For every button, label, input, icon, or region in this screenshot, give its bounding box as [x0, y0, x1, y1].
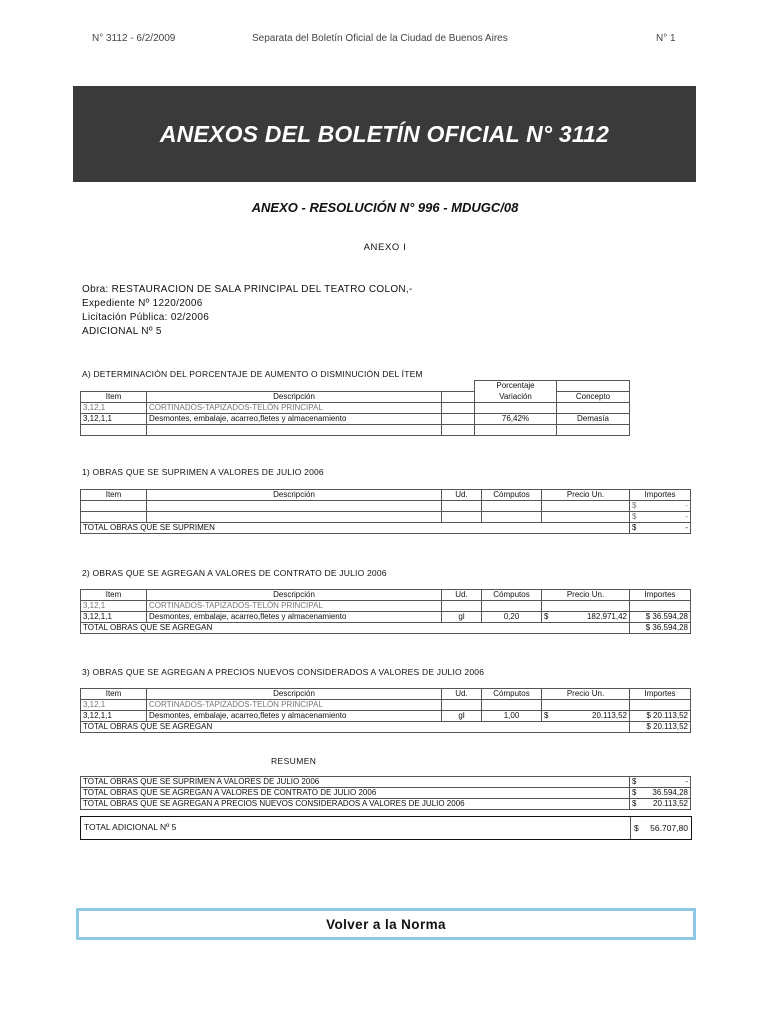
currency-symbol: $ — [632, 523, 637, 532]
currency-symbol: $ — [632, 788, 637, 797]
header-computos: Cómputos — [482, 590, 542, 601]
total-row — [81, 722, 691, 733]
item-code: 3,12,1,1 — [81, 612, 147, 623]
table-row — [81, 711, 691, 722]
item-code: 3,12,1,1 — [81, 711, 147, 722]
total-label: TOTAL OBRAS QUE SE SUPRIMEN — [81, 523, 630, 534]
unit-price-value: 182.971,42 — [586, 612, 627, 621]
header-unidad: Ud. — [442, 689, 482, 700]
total-adicional-label: TOTAL ADICIONAL Nº 5 — [84, 822, 177, 832]
item-description: Desmontes, embalaje, acarreo,fletes y almacenamiento — [147, 414, 442, 425]
table-row — [81, 612, 691, 623]
item-description: Desmontes, embalaje, acarreo,fletes y almacenamiento — [147, 711, 442, 722]
header-precio: Precio Un. — [542, 590, 630, 601]
header-porcentaje: Porcentaje — [475, 381, 557, 392]
total-row — [81, 523, 691, 534]
header-item: Item — [81, 590, 147, 601]
currency-symbol: $ — [544, 711, 549, 720]
banner-title: ANEXOS DEL BOLETÍN OFICIAL N° 3112 — [159, 120, 610, 147]
currency-symbol: $ — [544, 612, 549, 621]
header-precio: Precio Un. — [542, 490, 630, 501]
currency-symbol: $ — [632, 799, 637, 808]
header-descripcion: Descripción — [147, 689, 442, 700]
item-code: 3,12,1 — [81, 700, 147, 711]
currency-symbol: $ — [634, 823, 639, 833]
back-to-norma-button[interactable] — [76, 908, 696, 940]
header-computos: Cómputos — [482, 490, 542, 501]
title-banner — [73, 86, 696, 182]
header-concepto: Concepto — [557, 392, 630, 403]
amount-value: $ 20.113,52 — [630, 711, 691, 722]
header-importes: Importes — [630, 689, 691, 700]
header-descripcion: Descripción — [147, 590, 442, 601]
header-unidad: Ud. — [442, 590, 482, 601]
total-label: TOTAL OBRAS QUE SE AGREGAN — [81, 623, 630, 634]
amount-value: - — [685, 512, 688, 521]
summary-label: TOTAL OBRAS QUE SE AGREGAN A PRECIOS NUEVOS CONSIDERADOS A VALORES DE JULIO 2006 — [81, 799, 630, 810]
anexo-label: ANEXO I — [363, 242, 407, 253]
unit-value: gl — [442, 711, 482, 722]
header-item: Item — [81, 490, 147, 501]
percentage-value: 76,42% — [475, 414, 557, 425]
summary-value: 36.594,28 — [652, 788, 688, 797]
table-row — [81, 512, 691, 523]
header-descripcion: Descripción — [147, 490, 442, 501]
summary-value: 20.113,52 — [653, 799, 688, 808]
computos-value: 0,20 — [482, 612, 542, 623]
licitacion-line: Licitación Pública: 02/2006 — [82, 312, 210, 323]
section-a-table — [80, 380, 630, 436]
resolution-subtitle: ANEXO - RESOLUCIÓN N° 996 - MDUGC/08 — [251, 200, 519, 215]
expediente-line: Expediente Nº 1220/2006 — [82, 298, 203, 309]
header-importes: Importes — [630, 490, 691, 501]
currency-symbol: $ — [632, 512, 637, 521]
header-descripcion: Descripción — [147, 392, 442, 403]
item-code: 3,12,1 — [81, 601, 147, 612]
section-a-title: A) DETERMINACIÓN DEL PORCENTAJE DE AUMENTO O DISMINUCIÓN DEL ÍTEM — [82, 369, 423, 379]
header-unidad: Ud. — [442, 490, 482, 501]
header-publication: Separata del Boletín Oficial de la Ciudad de Buenos Aires — [252, 33, 508, 44]
section-1-title: 1) OBRAS QUE SE SUPRIMEN A VALORES DE JULIO 2006 — [82, 467, 324, 477]
summary-row — [81, 777, 691, 788]
summary-row — [81, 799, 691, 810]
item-description: CORTINADOS-TAPIZADOS-TELÓN PRINCIPAL — [147, 700, 442, 711]
item-description: Desmontes, embalaje, acarreo,fletes y almacenamiento — [147, 612, 442, 623]
currency-symbol: $ — [632, 777, 637, 786]
total-adicional-value: 56.707,80 — [650, 823, 688, 833]
summary-label: TOTAL OBRAS QUE SE SUPRIMEN A VALORES DE JULIO 2006 — [81, 777, 630, 788]
total-value: $ 36.594,28 — [630, 623, 691, 634]
table-row — [81, 414, 630, 425]
header-page-number: N° 1 — [656, 33, 676, 44]
table-row — [81, 501, 691, 512]
total-adicional-box — [80, 816, 692, 840]
unit-price-value: 20.113,52 — [592, 711, 627, 720]
section-3-title: 3) OBRAS QUE SE AGREGAN A PRECIOS NUEVOS CONSIDERADOS A VALORES DE JULIO 2006 — [82, 667, 485, 677]
summary-label: TOTAL OBRAS QUE SE AGREGAN A VALORES DE CONTRATO DE JULIO 2006 — [81, 788, 630, 799]
resumen-title: RESUMEN — [271, 756, 317, 766]
total-value: $ 20.113,52 — [630, 722, 691, 733]
item-description: CORTINADOS-TAPIZADOS-TELÓN PRINCIPAL — [147, 601, 442, 612]
header-precio: Precio Un. — [542, 689, 630, 700]
back-to-norma-label: Volver a la Norma — [326, 916, 446, 932]
total-label: TOTAL OBRAS QUE SE AGREGAN — [81, 722, 630, 733]
resumen-table — [80, 776, 691, 810]
header-importes: Importes — [630, 590, 691, 601]
total-row — [81, 623, 691, 634]
concept-value: Demasía — [557, 414, 630, 425]
section-3-table — [80, 688, 691, 733]
computos-value: 1,00 — [482, 711, 542, 722]
section-2-table — [80, 589, 691, 634]
amount-value: $ 36.594,28 — [630, 612, 691, 623]
item-description: CORTINADOS-TAPIZADOS-TELÓN PRINCIPAL — [147, 403, 442, 414]
currency-symbol: $ — [632, 501, 637, 510]
table-row — [81, 700, 691, 711]
header-issue: N° 3112 - 6/2/2009 — [92, 33, 176, 44]
unit-value: gl — [442, 612, 482, 623]
summary-row — [81, 788, 691, 799]
obra-line: Obra: RESTAURACION DE SALA PRINCIPAL DEL TEATRO COLON,- — [82, 284, 413, 295]
section-1-table — [80, 489, 691, 534]
item-code: 3,12,1 — [81, 403, 147, 414]
section-2-title: 2) OBRAS QUE SE AGREGAN A VALORES DE CONTRATO DE JULIO 2006 — [82, 568, 387, 578]
table-row — [81, 403, 630, 414]
adicional-line: ADICIONAL Nº 5 — [82, 326, 162, 337]
item-code: 3,12,1,1 — [81, 414, 147, 425]
table-row — [81, 601, 691, 612]
summary-value: - — [685, 777, 688, 786]
header-item: Item — [81, 689, 147, 700]
total-value: - — [685, 523, 688, 532]
header-computos: Cómputos — [482, 689, 542, 700]
header-variacion: Variación — [475, 392, 557, 403]
amount-value: - — [685, 501, 688, 510]
header-item: Item — [81, 392, 147, 403]
